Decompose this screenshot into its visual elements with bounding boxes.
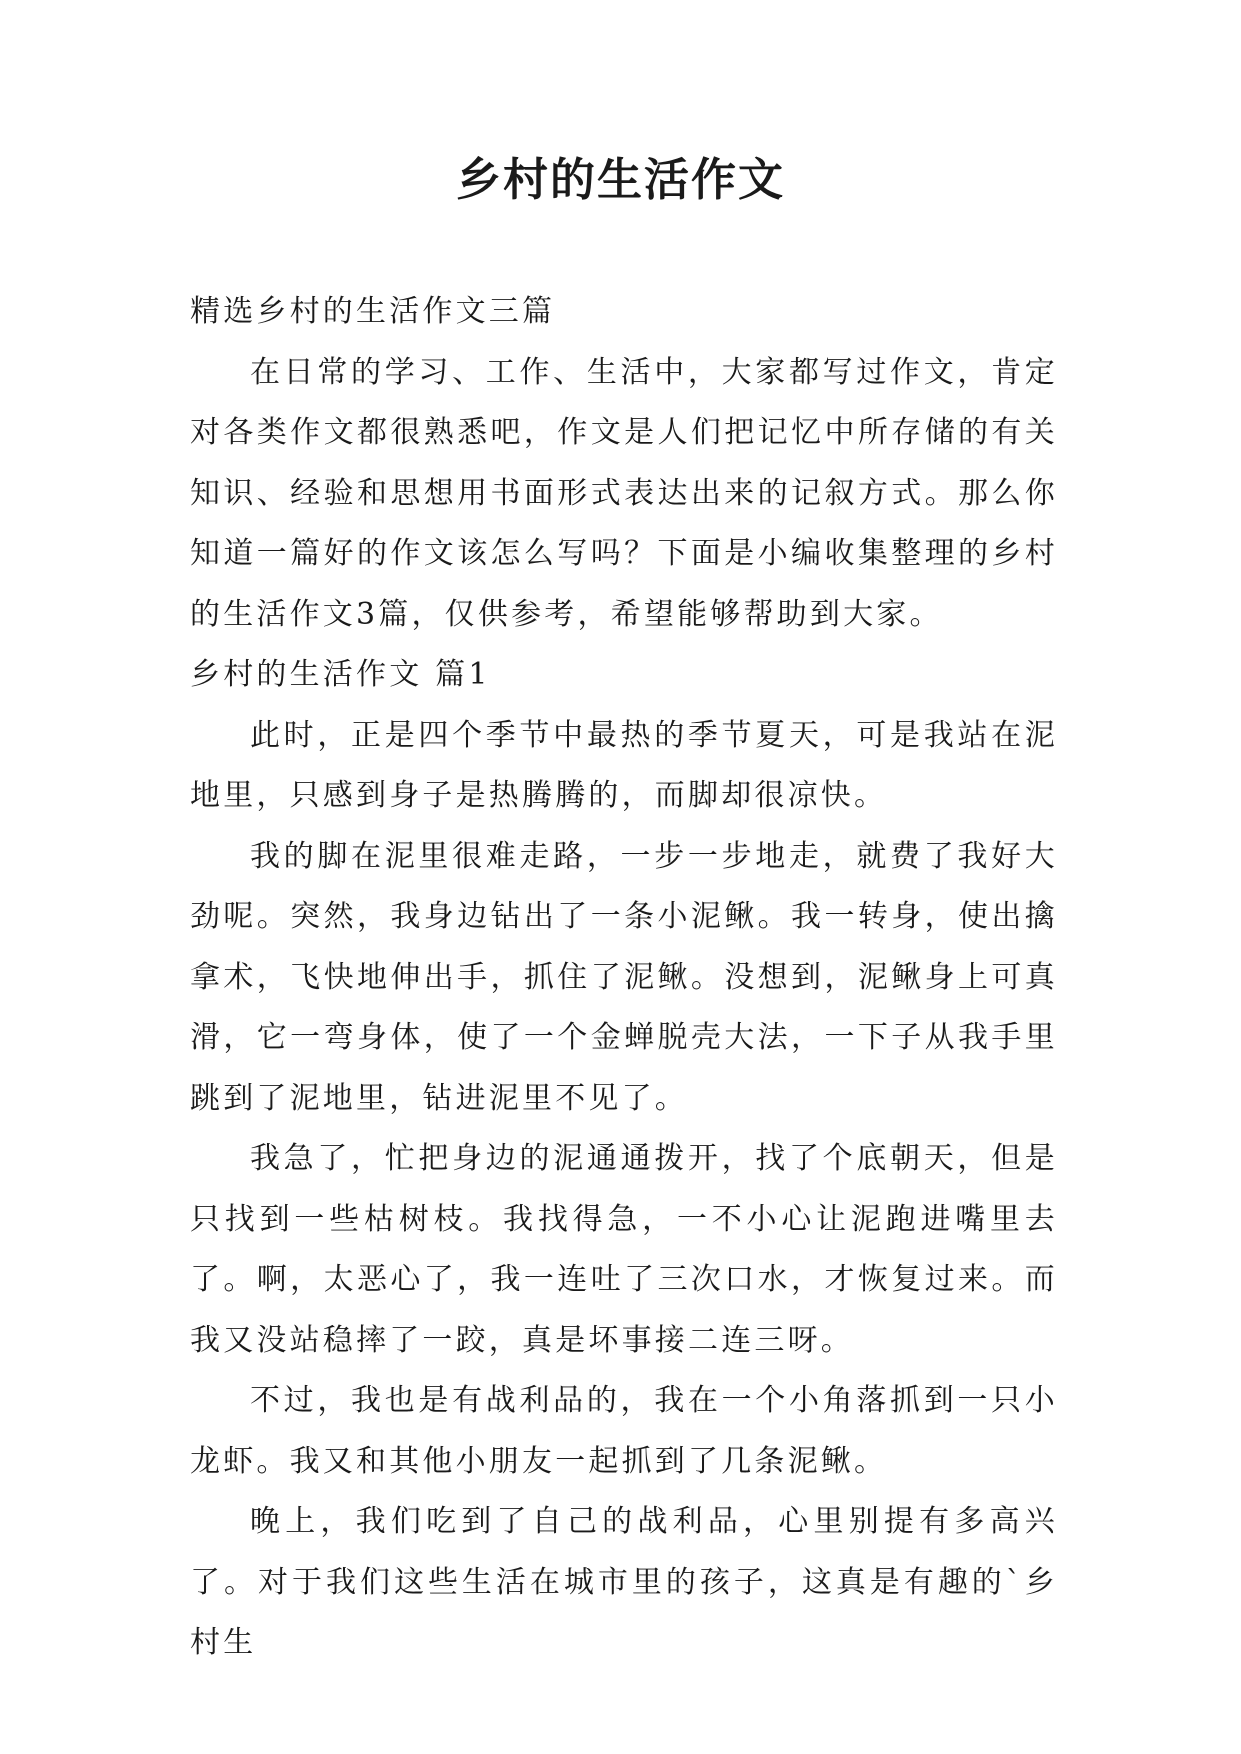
body-paragraph: 我急了，忙把身边的泥通通拨开，找了个底朝天，但是只找到一些枯树枝。我找得急，一不小心让泥跑进嘴里去了。啊，太恶心了，我一连吐了三次口水，才恢复过来。而我又没站稳摔了一跤，真是坏事接二连三呀。 bbox=[190, 1141, 1058, 1358]
document-title: 乡村的生活作文 bbox=[455, 153, 785, 206]
document-subtitle: 精选乡村的生活作文三篇 bbox=[190, 294, 556, 329]
intro-paragraph: 在日常的学习、工作、生活中，大家都写过作文，肯定对各类作文都很熟悉吧，作文是人们把记忆中所存储的有关知识、经验和思想用书面形式表达出来的记叙方式。那么你知道一篇好的作文该怎么写吗？下面是小编收集整理的乡村的生活作文3篇，仅供参考，希望能够帮助到大家。 bbox=[190, 354, 1058, 632]
body-paragraph: 不过，我也是有战利品的，我在一个小角落抓到一只小龙虾。我又和其他小朋友一起抓到了几条泥鳅。 bbox=[190, 1383, 1058, 1479]
document-body bbox=[190, 282, 1058, 1674]
section-heading: 乡村的生活作文 篇1 bbox=[190, 657, 491, 692]
body-paragraph: 此时，正是四个季节中最热的季节夏天，可是我站在泥地里，只感到身子是热腾腾的，而脚却很凉快。 bbox=[190, 717, 1058, 813]
body-paragraph: 晚上，我们吃到了自己的战利品，心里别提有多高兴了。对于我们这些生活在城市里的孩子，这真是有趣的`乡村生 bbox=[190, 1504, 1058, 1660]
body-paragraph: 我的脚在泥里很难走路，一步一步地走，就费了我好大劲呢。突然，我身边钻出了一条小泥鳅。我一转身，使出擒拿术，飞快地伸出手，抓住了泥鳅。没想到，泥鳅身上可真滑，它一弯身体，使了一个金蝉脱壳大法，一下子从我手里跳到了泥地里，钻进泥里不见了。 bbox=[190, 838, 1058, 1116]
